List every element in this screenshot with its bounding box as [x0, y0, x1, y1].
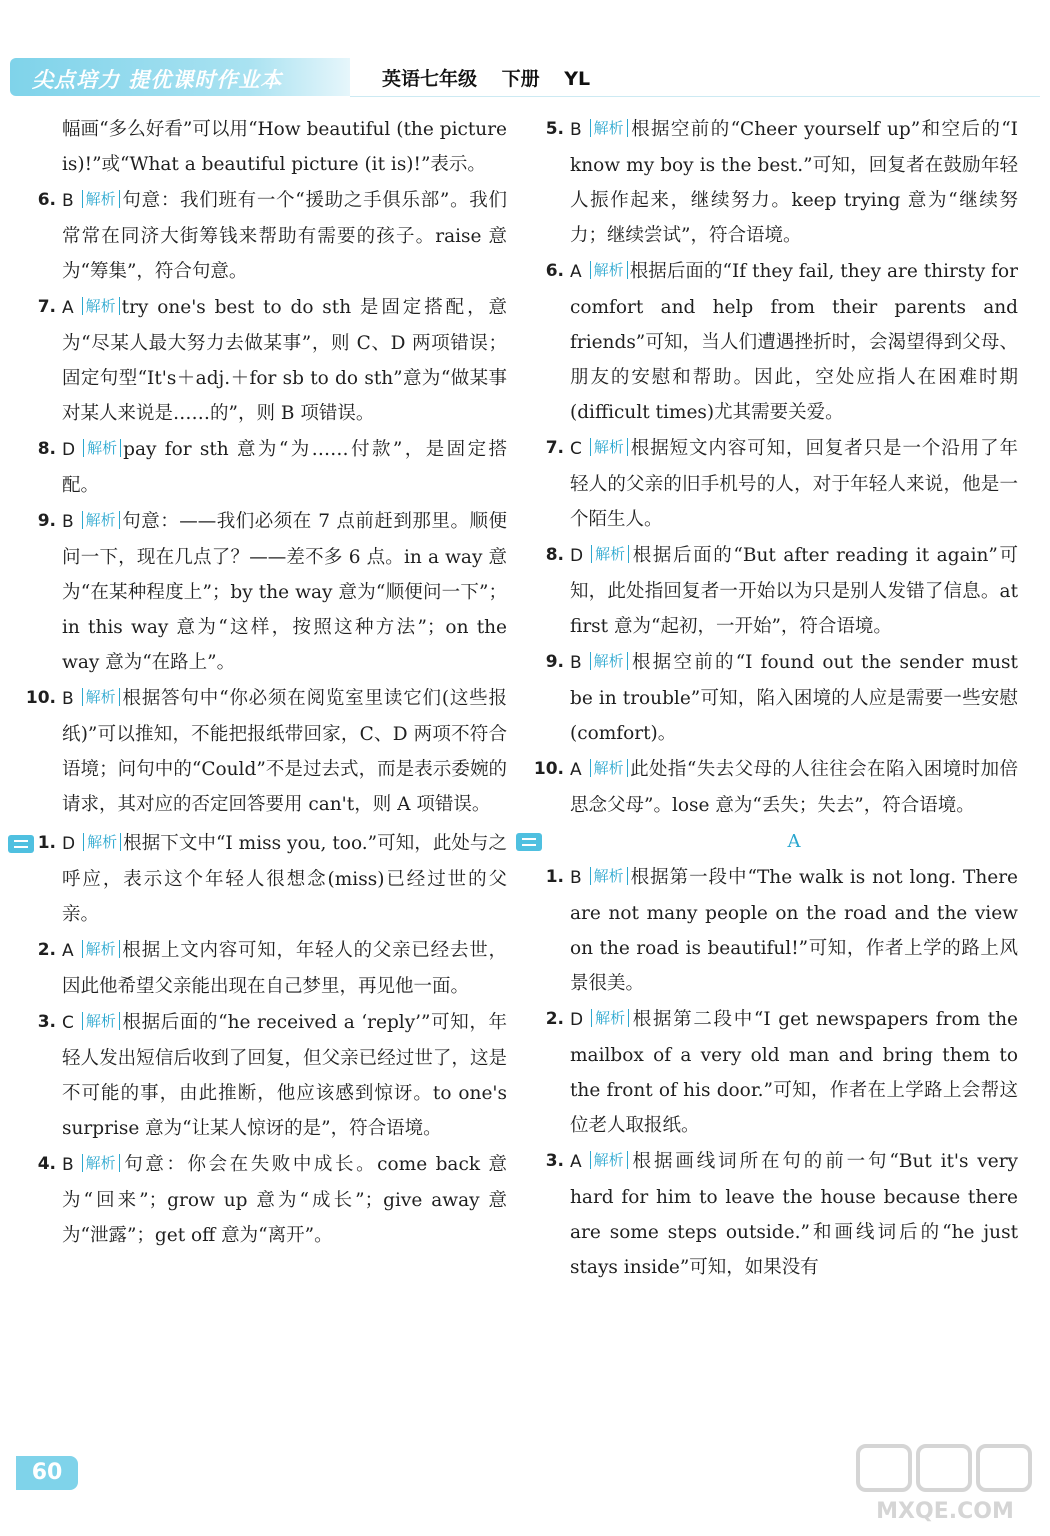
analysis-tag: 解析 — [83, 439, 121, 457]
answer-choice: D — [570, 1010, 584, 1030]
answer-item — [37, 826, 507, 932]
analysis-tag: 解析 — [590, 119, 628, 137]
answer-item — [533, 752, 1018, 823]
explanation-text: 根据空前的“Cheer yourself up”和空后的“I know my boy is the best.”可知，回复者在鼓励年轻人振作起来，继续努力。keep trying 意为“继续努力；继续尝试”，符合语境。 — [570, 119, 1018, 246]
explanation-text: 根据后面的“If they fail, they are thirsty for comfort and help from their parents and friends”可知，当人们遭遇挫折时，会渴望得到父母、朋友的安慰和帮助。因此，空处应指人在困难时期(difficult times)尤其需要关爱。 — [570, 261, 1018, 423]
answer-choice: B — [570, 868, 582, 888]
answer-choice: A — [570, 262, 582, 282]
explanation-text: 根据画线词所在句的前一句“But it's very hard for him to leave the house because there are some steps outside.”和画线词后的“he just stays inside”可知，如果没有 — [570, 1151, 1018, 1278]
analysis-tag: 解析 — [590, 652, 628, 670]
answer-choice: B — [62, 512, 74, 532]
question-number: 5. — [545, 119, 564, 139]
explanation-text: 根据后面的“he received a ‘reply’”可知，年轻人发出短信后收到了回复，但父亲已经过世了，这是不可能的事，由此推断，他应该感到惊讶。to one's surprise 意为“让某人惊讶的是”，符合语境。 — [62, 1012, 507, 1139]
answer-item — [37, 504, 507, 680]
explanation-text: 根据第二段中“I get newspapers from the mailbox of a very old man and bring them to the front of his door.”可知，作者在上学路上会帮这位老人取报纸。 — [570, 1009, 1018, 1136]
question-number: 6. — [545, 261, 564, 281]
analysis-tag: 解析 — [82, 190, 120, 208]
answer-choice: B — [62, 689, 74, 709]
answer-item — [545, 112, 1018, 253]
series-title: 尖点培力 提优课时作业本 — [32, 68, 283, 92]
question-number: 1. — [37, 833, 56, 853]
analysis-tag: 解析 — [82, 297, 120, 315]
analysis-tag: 解析 — [83, 833, 121, 851]
question-number: 8. — [545, 545, 564, 565]
section-heading-a — [570, 824, 1018, 859]
answer-item — [545, 860, 1018, 1001]
analysis-tag: 解析 — [82, 688, 120, 706]
explanation-text: 句意：——我们必须在 7 点前赶到那里。顺便问一下，现在几点了？——差不多 6 点。in a way 意为“在某种程度上”；by the way 意为“顺便问一下”；in this way 意为“这样，按照这种方法”；on the way 意为“在路上”。 — [62, 511, 507, 673]
answer-item — [545, 431, 1018, 537]
svg-text:MXQE.COM: MXQE.COM — [876, 1499, 1014, 1524]
analysis-tag: 解析 — [82, 940, 120, 958]
answer-choice: A — [570, 760, 582, 780]
answer-item — [37, 290, 507, 431]
answer-choice: B — [570, 653, 582, 673]
answer-item — [37, 183, 507, 289]
answer-item — [545, 254, 1018, 430]
question-number: 4. — [37, 1154, 56, 1174]
page-number: 60 — [16, 1456, 78, 1490]
question-number: 7. — [545, 438, 564, 458]
question-number: 7. — [37, 297, 56, 317]
explanation-text: 根据上文内容可知，年轻人的父亲已经去世，因此他希望父亲能出现在自己梦里，再见他一面。 — [62, 940, 507, 997]
analysis-tag: 解析 — [590, 1151, 628, 1169]
answer-item — [37, 432, 507, 503]
answer-item — [62, 112, 507, 182]
answer-choice: A — [62, 941, 74, 961]
analysis-tag: 解析 — [591, 1009, 629, 1027]
answer-item — [545, 538, 1018, 644]
question-number: 6. — [37, 190, 56, 210]
answer-item — [545, 1144, 1018, 1285]
explanation-text: 根据下文中“I miss you, too.”可知，此处与之呼应，表示这个年轻人很想念(miss)已经过世的父亲。 — [62, 833, 507, 925]
analysis-tag: 解析 — [590, 438, 628, 456]
answer-choice: B — [62, 191, 74, 211]
analysis-tag: 解析 — [82, 1012, 120, 1030]
explanation-text: 根据后面的“But after reading it again”可知，此处指回复者一开始以为只是别人发错了信息。at first 意为“起初，一开始”，符合语境。 — [570, 545, 1018, 637]
answer-choice: C — [570, 439, 582, 459]
explanation-text: 句意：你会在失败中成长。come back 意为“回来”；grow up 意为“成长”；give away 意为“泄露”；get off 意为“离开”。 — [62, 1154, 507, 1246]
explanation-text: 句意：我们班有一个“援助之手俱乐部”。我们常常在同济大街筹钱来帮助有需要的孩子。raise 意为“筹集”，符合句意。 — [62, 190, 507, 282]
answer-item — [545, 645, 1018, 751]
explanation-text: 此处指“失去父母的人往往会在陷入困境时加倍思念父母”。lose 意为“丢失；失去”，符合语境。 — [570, 759, 1018, 816]
answer-choice: D — [62, 440, 76, 460]
question-number: 3. — [37, 1012, 56, 1032]
explanation-text: 幅画“多么好看”可以用“How beautiful (the picture is)!”或“What a beautiful picture (it is)!”表示。 — [62, 119, 507, 175]
section-marker-icon — [516, 833, 542, 851]
question-number: 10. — [533, 759, 564, 779]
explanation-text: 根据答句中“你必须在阅览室里读它们(这些报纸)”可以推知，不能把报纸带回家，C、D 两项不符合语境；问句中的“Could”不是过去式，而是表示委婉的请求，其对应的否定回答要用 can't，则 A 项错误。 — [62, 688, 507, 815]
analysis-tag: 解析 — [82, 511, 120, 529]
answer-item — [37, 1005, 507, 1146]
analysis-tag: 解析 — [590, 261, 628, 279]
answer-item — [37, 933, 507, 1004]
question-number: 9. — [545, 652, 564, 672]
answer-item — [25, 681, 507, 822]
question-number: 1. — [545, 867, 564, 887]
question-number: 8. — [37, 439, 56, 459]
question-number: 2. — [545, 1009, 564, 1029]
header-divider — [350, 96, 1040, 97]
book-subject: 英语七年级 下册 YL — [382, 68, 591, 90]
question-number: 10. — [25, 688, 56, 708]
answer-choice: A — [570, 1152, 582, 1172]
answer-item — [37, 1147, 507, 1253]
explanation-text: 根据短文内容可知，回复者只是一个沿用了年轻人的父亲的旧手机号的人，对于年轻人来说，他是一个陌生人。 — [570, 438, 1018, 530]
answer-choice: C — [62, 1013, 74, 1033]
analysis-tag: 解析 — [590, 867, 628, 885]
explanation-text: try one's best to do sth 是固定搭配，意为“尽某人最大努力去做某事”，则 C、D 两项错误；固定句型“It's＋adj.＋for sb to do sth”意为“做某事对某人来说是……的”，则 B 项错误。 — [62, 297, 507, 424]
explanation-text: 根据第一段中“The walk is not long. There are not many people on the road and the view on the road is beautiful!”可知，作者上学的路上风景很美。 — [570, 867, 1018, 994]
analysis-tag: 解析 — [590, 759, 628, 777]
explanation-text: pay for sth 意为“为……付款”，是固定搭配。 — [62, 439, 507, 496]
explanation-text: 根据空前的“I found out the sender must be in trouble”可知，陷入困境的人应是需要一些安慰(comfort)。 — [570, 652, 1018, 744]
question-number: 9. — [37, 511, 56, 531]
answer-item — [545, 1002, 1018, 1143]
question-number: 3. — [545, 1151, 564, 1171]
watermark-logo — [850, 1440, 1040, 1530]
answer-choice: B — [62, 1155, 74, 1175]
analysis-tag: 解析 — [82, 1154, 120, 1172]
analysis-tag: 解析 — [591, 545, 629, 563]
answer-choice: D — [570, 546, 584, 566]
answer-choice: B — [570, 120, 582, 140]
right-column — [533, 112, 1018, 1286]
series-banner — [10, 58, 350, 96]
answer-choice: A — [62, 298, 74, 318]
left-column — [25, 112, 507, 1254]
page-header — [0, 58, 1050, 102]
answer-choice: D — [62, 834, 76, 854]
section-letter: A — [787, 831, 801, 852]
question-number: 2. — [37, 940, 56, 960]
